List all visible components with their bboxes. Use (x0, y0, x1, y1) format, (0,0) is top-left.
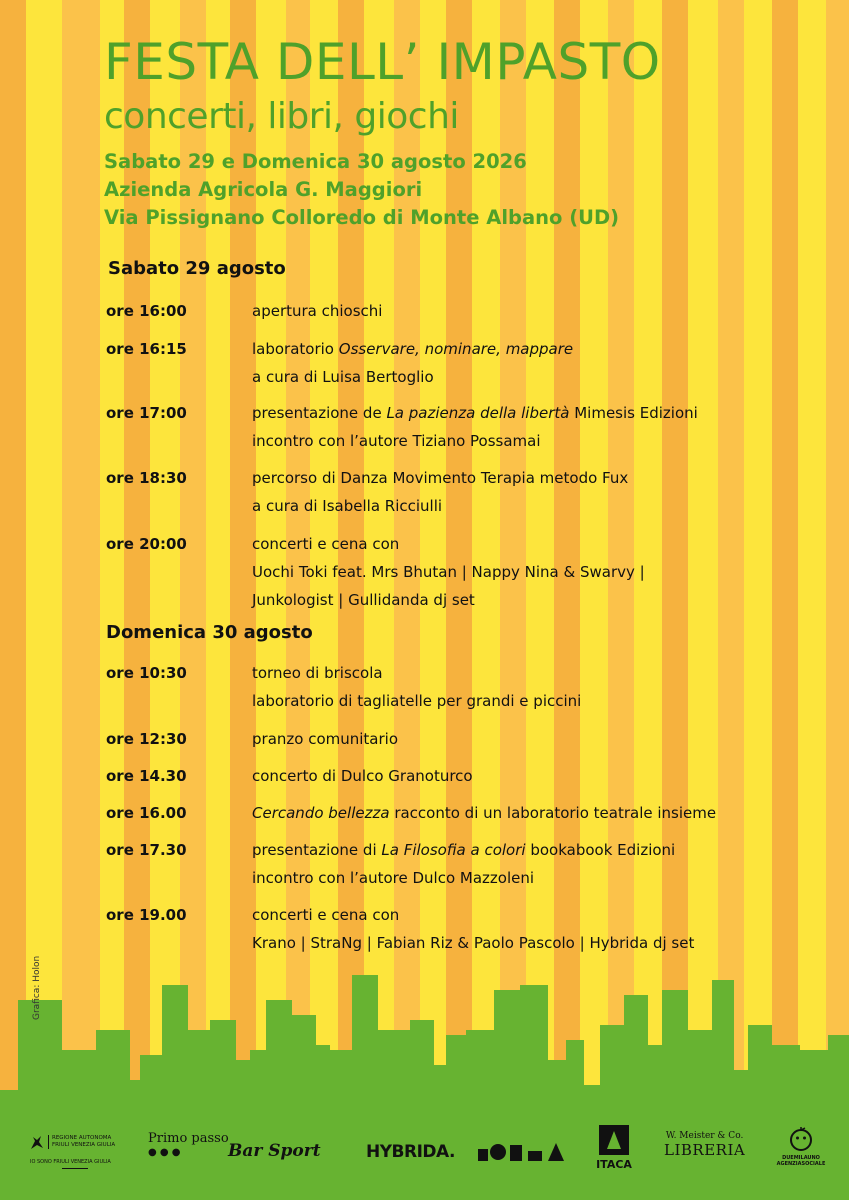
eagle-icon (30, 1135, 44, 1151)
meister-name: W. Meister & Co. (665, 1131, 744, 1141)
event-description-line: concerto di Dulco Granoturco (252, 767, 473, 785)
event-description (252, 836, 675, 892)
event-description-line: percorso di Danza Movimento Terapia metodo Fux (252, 469, 629, 487)
event-description (252, 799, 716, 827)
event-time: ore 10:30 (106, 664, 187, 682)
event-time: ore 16.00 (106, 804, 187, 822)
event-description (252, 530, 645, 614)
event-time: ore 14.30 (106, 767, 187, 785)
logo-bar-sport: Bar Sport (228, 1141, 321, 1161)
event-description-line: a cura di Isabella Ricciulli (252, 497, 443, 515)
agenzia-sociale-text: AGENZIASOCIALE (776, 1161, 826, 1167)
event-description (252, 762, 473, 790)
regione-name-line1: REGIONE AUTONOMA (52, 1135, 112, 1141)
event-description (252, 399, 698, 455)
logo-meister-libreria (664, 1131, 745, 1159)
event-description-line: laboratorio di tagliatelle per grandi e piccini (252, 692, 582, 710)
graphic-credit: Grafica: Holon (32, 955, 42, 1020)
event-description-line: Krano | StraNg | Fabian Riz & Paolo Pascolo | Hybrida dj set (252, 934, 695, 952)
event-description-line: Uochi Toki feat. Mrs Bhutan | Nappy Nina & Swarvy | (252, 563, 645, 581)
regione-tagline: IO SONO FRIULI VENEZIA GIULIA (30, 1159, 111, 1165)
regione-name-line2: FRIULI VENEZIA GIULIA (52, 1142, 116, 1148)
forma-icon (478, 1141, 564, 1161)
logo-forma (478, 1141, 564, 1165)
event-description-line: laboratorio Osservare, nominare, mappare (252, 340, 574, 358)
event-time: ore 12:30 (106, 730, 187, 748)
duemilauno-icon (789, 1127, 813, 1151)
event-description-line: concerti e cena con (252, 535, 400, 553)
event-description-line: incontro con l’autore Tiziano Possamai (252, 432, 541, 450)
duemilauno-text: DUEMILAUNO (782, 1155, 820, 1161)
event-description (252, 659, 581, 715)
poster-title: FESTA DELL’ IMPASTO (104, 33, 661, 91)
event-time: ore 19.00 (106, 906, 187, 924)
event-description-line: Junkologist | Gullidanda dj set (252, 591, 475, 609)
sponsor-logos (0, 1125, 849, 1195)
day-heading-saturday: Sabato 29 agosto (108, 258, 286, 279)
event-description-line: a cura di Luisa Bertoglio (252, 368, 434, 386)
event-description-line: presentazione di La Filosofia a colori bookabook Edizioni (252, 841, 676, 859)
event-time: ore 16:00 (106, 302, 187, 320)
event-description (252, 297, 382, 325)
event-description (252, 464, 628, 520)
event-venue: Azienda Agricola G. Maggiori (104, 178, 423, 201)
event-description (252, 725, 398, 753)
event-time: ore 17.30 (106, 841, 187, 859)
libreria-text: LIBRERIA (664, 1141, 746, 1159)
poster-header (104, 34, 661, 232)
event-time: ore 20:00 (106, 535, 187, 553)
itaca-text: ITACA (596, 1158, 632, 1171)
event-description (252, 901, 694, 957)
event-time: ore 18:30 (106, 469, 187, 487)
event-description-line: presentazione de La pazienza della libertà Mimesis Edizioni (252, 404, 698, 422)
event-dates: Sabato 29 e Domenica 30 agosto 2026 (104, 150, 527, 173)
event-description-line: torneo di briscola (252, 664, 383, 682)
logo-duemilauno (776, 1127, 826, 1167)
logo-hybrida: HYBRIDA. (366, 1142, 455, 1162)
event-description-line: pranzo comunitario (252, 730, 399, 748)
event-description-line: concerti e cena con (252, 906, 400, 924)
event-description (252, 335, 573, 391)
itaca-icon (599, 1125, 629, 1155)
event-description-line: apertura chioschi (252, 302, 383, 320)
logo-itaca (596, 1125, 632, 1171)
event-description-line: Cercando bellezza racconto di un laboratorio teatrale insieme (252, 804, 717, 822)
primo-passo-text: Primo passo (148, 1131, 229, 1146)
logo-primo-passo (148, 1133, 229, 1159)
grape-icon: ● ● ● (148, 1147, 181, 1158)
event-address: Via Pissignano Colloredo di Monte Albano (UD) (104, 206, 620, 229)
event-time: ore 16:15 (106, 340, 187, 358)
poster-subtitle: concerti, libri, giochi (104, 96, 459, 137)
event-time: ore 17:00 (106, 404, 187, 422)
day-heading-sunday: Domenica 30 agosto (106, 622, 313, 643)
event-description-line: incontro con l’autore Dulco Mazzoleni (252, 869, 535, 887)
